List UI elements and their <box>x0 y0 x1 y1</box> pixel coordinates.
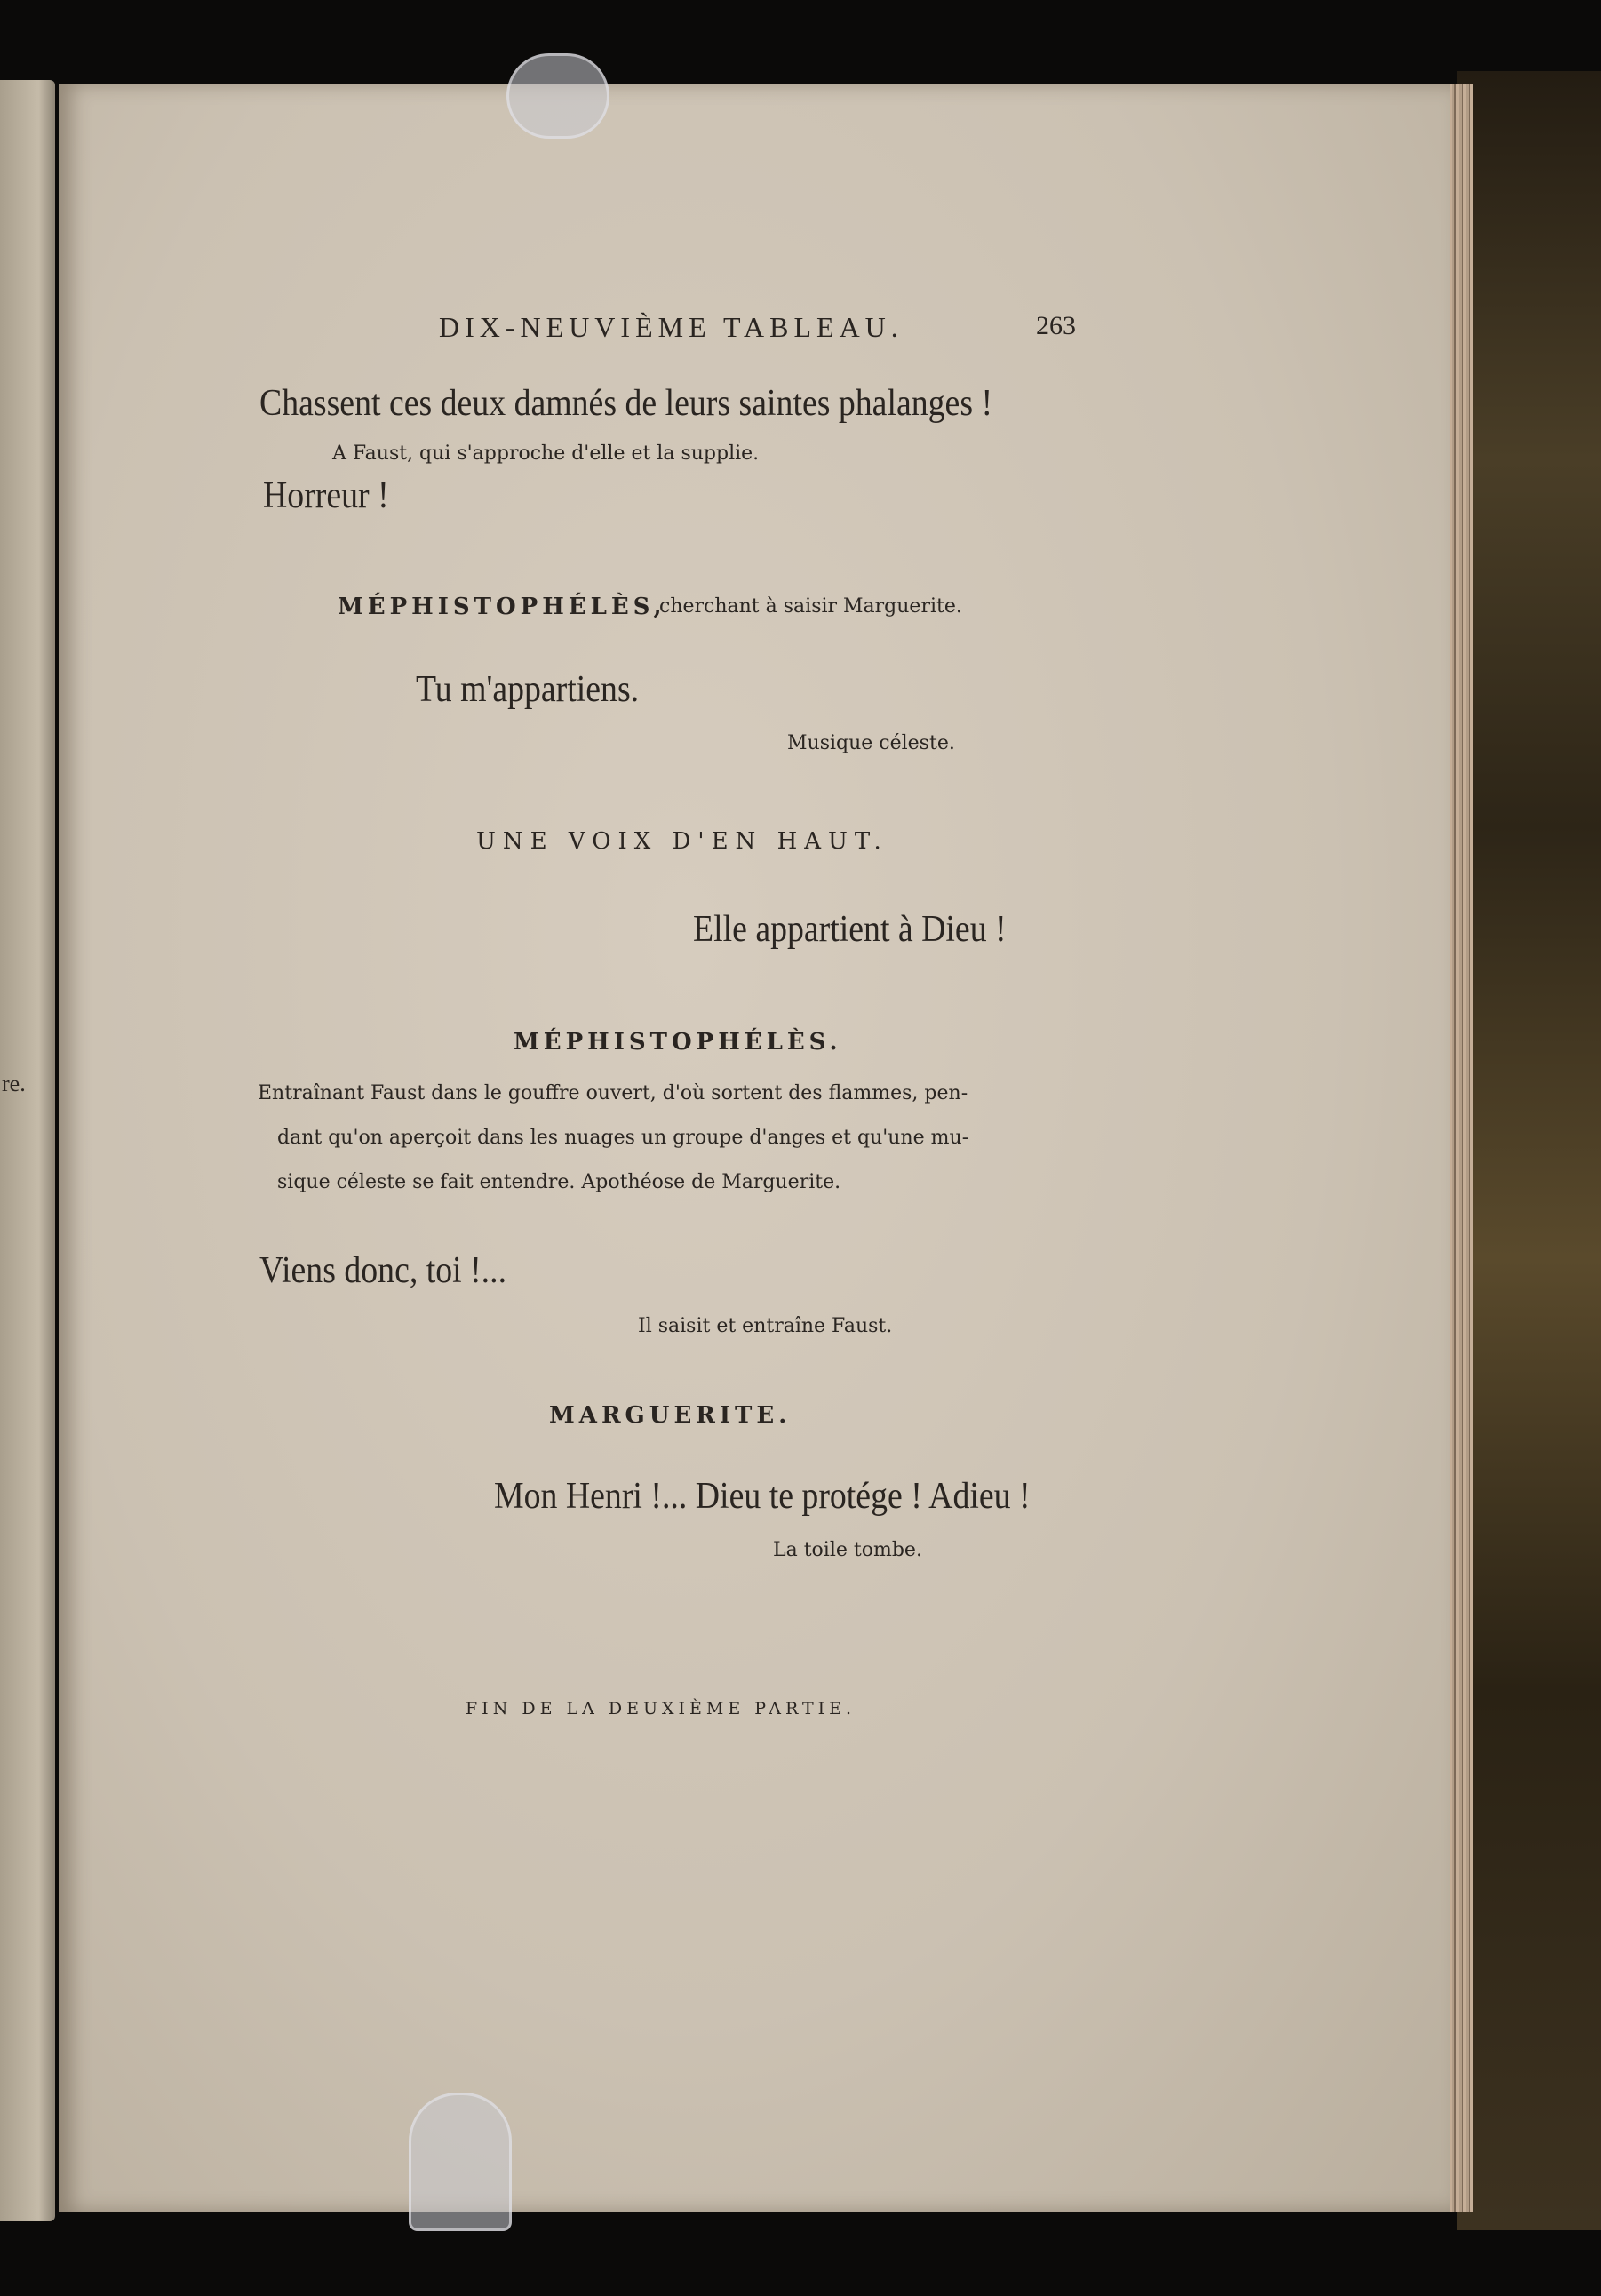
left-page-fragment: re. <box>2 1071 26 1096</box>
page-clip-bottom <box>409 2093 512 2231</box>
stage-direction: Entraînant Faust dans le gouffre ouvert, d'où sortent des flammes, pen- <box>258 1082 968 1104</box>
running-header: DIX-NEUVIÈME TABLEAU. <box>439 311 904 343</box>
verse-line: Elle appartient à Dieu ! <box>693 909 1007 950</box>
character-name: MARGUERITE. <box>549 1402 792 1429</box>
stage-direction: sique céleste se fait entendre. Apothéose de Marguerite. <box>277 1171 841 1193</box>
stage-direction: Musique céleste. <box>787 732 955 754</box>
left-facing-page <box>0 80 55 2221</box>
stage-direction: A Faust, qui s'approche d'elle et la supplie. <box>332 442 760 465</box>
stage-direction: La toile tombe. <box>773 1539 922 1561</box>
verse-line: Chassent ces deux damnés de leurs saintes phalanges ! <box>259 383 993 424</box>
end-note: FIN DE LA DEUXIÈME PARTIE. <box>466 1699 856 1718</box>
verse-line: Horreur ! <box>263 475 389 516</box>
character-name: MÉPHISTOPHÉLÈS, <box>338 594 666 620</box>
character-direction: cherchant à saisir Marguerite. <box>659 595 962 618</box>
character-name: UNE VOIX D'EN HAUT. <box>476 828 888 855</box>
stage-direction: Il saisit et entraîne Faust. <box>638 1315 893 1337</box>
stage-direction: dant qu'on aperçoit dans les nuages un groupe d'anges et qu'une mu- <box>277 1127 969 1149</box>
page-clip-top <box>506 53 609 139</box>
verse-line: Tu m'appartiens. <box>416 669 640 710</box>
verse-line: Mon Henri !... Dieu te protége ! Adieu ! <box>494 1476 1031 1517</box>
book-back-board <box>1457 71 1601 2230</box>
verse-line: Viens donc, toi !... <box>259 1250 507 1291</box>
page-number: 263 <box>1036 311 1076 340</box>
book-page <box>59 84 1450 2212</box>
character-name: MÉPHISTOPHÉLÈS. <box>514 1029 842 1056</box>
